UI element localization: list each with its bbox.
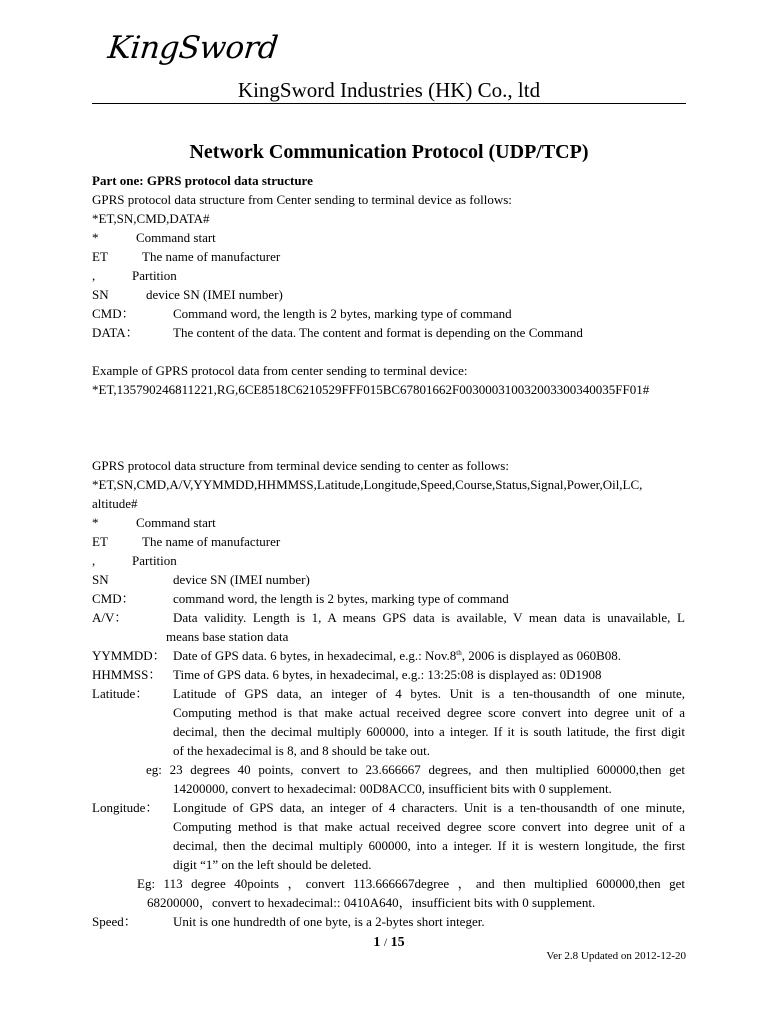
field-key: Latitude： (92, 686, 149, 701)
field-desc: Data validity. Length is 1, A means GPS data is available, V mean data is unavailable, L (173, 610, 685, 625)
field-desc: decimal, then the decimal multiply 600000, into a integer. If it is south latitude, the first digit (173, 724, 685, 739)
field-desc: Computing method is that make actual received degree score convert into degree unit of a (173, 819, 685, 834)
field-key: ET (92, 249, 108, 264)
field-desc: Command word, the length is 2 bytes, marking type of command (173, 306, 512, 321)
part2-intro: GPRS protocol data structure from terminal device sending to center as follows: (92, 458, 509, 473)
field-key: CMD： (92, 306, 135, 321)
field-desc: device SN (IMEI number) (146, 287, 283, 302)
section-heading: Part one: GPRS protocol data structure (92, 173, 313, 188)
field-key: Speed： (92, 914, 137, 929)
example-line: Eg: 113 degree 40points ，convert 113.666667degree ，and then multiplied 600000,then get (137, 876, 685, 891)
field-desc: The name of manufacturer (142, 534, 281, 549)
field-key: SN (92, 287, 109, 302)
field-desc: of the hexadecimal is 8, and 8 should be take out. (173, 743, 431, 758)
company-logo: KingSword (106, 30, 280, 66)
field-key: ET (92, 534, 108, 549)
field-desc: Command start (136, 230, 216, 245)
part2-format-cont: altitude# (92, 496, 138, 511)
field-desc: Date of GPS data. 6 bytes, in hexadecimal, e.g.: Nov.8th, 2006 is displayed as 060B08. (173, 648, 621, 663)
field-desc: Computing method is that make actual received degree score convert into degree unit of a (173, 705, 685, 720)
field-key: HHMMSS： (92, 667, 162, 682)
example-intro: Example of GPRS protocol data from center sending to terminal device: (92, 363, 468, 378)
header-divider (92, 103, 686, 104)
field-key: * (92, 230, 99, 245)
field-desc: Command start (136, 515, 216, 530)
field-desc: The content of the data. The content and format is depending on the Command (173, 325, 583, 340)
company-name: KingSword Industries (HK) Co., ltd (237, 78, 541, 102)
field-key: * (92, 515, 99, 530)
version-note: Ver 2.8 Updated on 2012-12-20 (546, 950, 686, 962)
page-number: 1 / 15 (373, 935, 405, 950)
example-command: *ET,135790246811221,RG,6CE8518C6210529FFF015BC67801662F003000310032003300340035FF01# (92, 382, 650, 397)
field-key: DATA： (92, 325, 139, 340)
field-key: A/V： (92, 610, 128, 625)
part1-intro: GPRS protocol data structure from Center sending to terminal device as follows: (92, 192, 512, 207)
field-desc: The name of manufacturer (142, 249, 281, 264)
document-title: Network Communication Protocol (UDP/TCP) (189, 141, 589, 163)
field-desc: Unit is one hundredth of one byte, is a 2-bytes short integer. (173, 914, 485, 929)
field-desc-cont: means base station data (166, 629, 289, 644)
field-key: Longitude： (92, 800, 159, 815)
field-key: CMD： (92, 591, 135, 606)
field-key: YYMMDD： (92, 648, 166, 663)
field-key: , (92, 553, 96, 568)
field-desc: Latitude of GPS data, an integer of 4 bytes. Unit is a ten-thousandth of one minute, (173, 686, 685, 701)
field-desc: Time of GPS data. 6 bytes, in hexadecimal, e.g.: 13:25:08 is displayed as: 0D1908 (173, 667, 602, 682)
example-line: 68200000，convert to hexadecimal:: 0410A640，insufficient bits with 0 supplement. (147, 895, 596, 910)
example-line: eg: 23 degrees 40 points, convert to 23.666667 degrees, and then multiplied 600000,then get (146, 762, 685, 777)
field-desc: decimal, then the decimal multiply 600000, into a integer. If it is western longitude, the first (173, 838, 685, 853)
field-desc: command word, the length is 2 bytes, marking type of command (173, 591, 509, 606)
field-key: SN (92, 572, 109, 587)
part1-format: *ET,SN,CMD,DATA# (92, 211, 210, 226)
field-desc: Partition (132, 268, 177, 283)
field-desc: Longitude of GPS data, an integer of 4 characters. Unit is a ten-thousandth of one minute, (173, 800, 685, 815)
field-desc: digit “1” on the left should be deleted. (173, 857, 372, 872)
field-key: , (92, 268, 96, 283)
part2-format: *ET,SN,CMD,A/V,YYMMDD,HHMMSS,Latitude,Longitude,Speed,Course,Status,Signal,Power,Oil,LC, (92, 477, 643, 492)
field-desc: device SN (IMEI number) (173, 572, 310, 587)
example-line: 14200000, convert to hexadecimal: 00D8ACC0, insufficient bits with 0 supplement. (173, 781, 612, 796)
field-desc: Partition (132, 553, 177, 568)
